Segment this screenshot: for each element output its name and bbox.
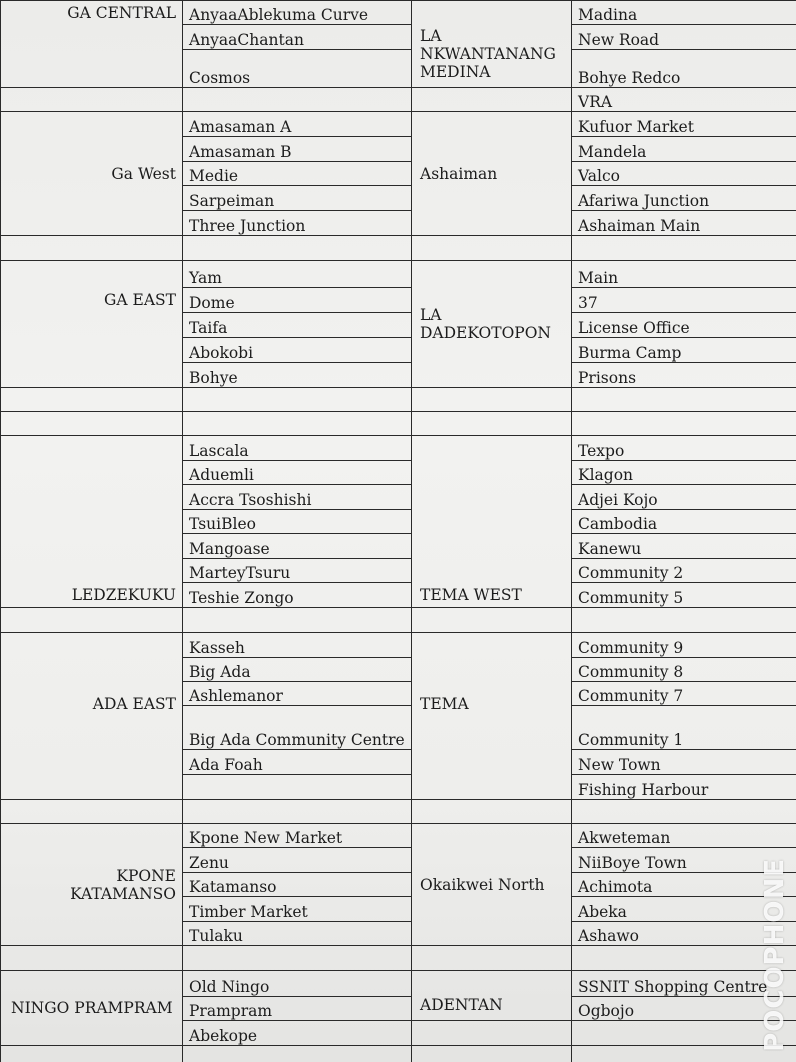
empty-cell [183,946,412,971]
district-name: LA NKWANTANANG MEDINA [412,1,572,88]
station-name: Zenu [183,848,412,873]
station-name: Fishing Harbour [572,775,796,800]
station-name: Abokobi [183,338,412,363]
district-name: KPONE KATAMANSO [1,824,183,946]
empty-cell [183,1046,412,1062]
station-name: SSNIT Shopping Centre [572,971,796,997]
station-name: Ogbojo [572,997,796,1021]
station-name: Sarpeiman [183,186,412,211]
station-name: Abeka [572,897,796,922]
empty-cell [1,412,183,436]
empty-cell [183,236,412,261]
station-name: Kanewu [572,534,796,559]
station-name: AnyaaAblekuma Curve [183,1,412,25]
station-name: Aduemli [183,461,412,485]
empty-cell [1,608,183,633]
station-name: Mandela [572,137,796,162]
station-name: AnyaaChantan [183,25,412,50]
empty-cell [572,800,796,824]
station-name: Burma Camp [572,338,796,363]
district-name: GA EAST [1,261,183,388]
station-name: Ada Foah [183,750,412,775]
station-name: Kufuor Market [572,112,796,137]
station-name: NiiBoye Town [572,848,796,873]
table-row [1,946,796,971]
station-name: Amasaman A [183,112,412,137]
station-name: New Town [572,750,796,775]
empty-cell [183,800,412,824]
station-name: Community 9 [572,633,796,658]
station-name: Big Ada [183,658,412,682]
station-name: Big Ada Community Centre [183,706,412,750]
station-name: Bohye [183,363,412,388]
station-name: Madina [572,1,796,25]
station-name: TsuiBleo [183,510,412,534]
station-name: Ashaiman Main [572,211,796,236]
district-name: LA DADEKOTOPON [412,261,572,388]
station-name: Ashlemanor [183,682,412,706]
station-name: Timber Market [183,897,412,922]
district-name: Ga West [1,112,183,236]
table-row [1,800,796,824]
station-name: Prisons [572,363,796,388]
station-name: Ashawo [572,922,796,946]
station-name: Accra Tsoshishi [183,485,412,510]
empty-cell [1,388,183,412]
station-name: Lascala [183,436,412,461]
district-name: Okaikwei North [412,824,572,946]
station-name: Dome [183,288,412,313]
table-row [1,436,796,461]
station-name: Prampram [183,997,412,1021]
station-name: Katamanso [183,873,412,897]
district-name: NINGO PRAMPRAM [1,971,183,1046]
empty-cell [1,88,183,112]
empty-cell [1,946,183,971]
district-name: LEDZEKUKU [1,436,183,608]
empty-cell [572,608,796,633]
station-name: Texpo [572,436,796,461]
camera-watermark: POCOPHONE [760,858,790,1052]
station-name: Community 8 [572,658,796,682]
empty-cell [572,236,796,261]
table-row [1,112,796,137]
table-row [1,608,796,633]
station-name: Community 5 [572,583,796,608]
empty-cell [412,946,572,971]
district-name: TEMA [412,633,572,800]
empty-cell [412,1046,572,1062]
station-name: Klagon [572,461,796,485]
station-name: Adjei Kojo [572,485,796,510]
table-row [1,412,796,436]
empty-cell [572,412,796,436]
station-name: Kpone New Market [183,824,412,848]
table-row [1,971,796,997]
table-row [1,88,796,112]
empty-cell [412,800,572,824]
district-name: GA CENTRAL [1,1,183,88]
empty-cell [183,608,412,633]
station-name: Akweteman [572,824,796,848]
station-name: Mangoase [183,534,412,559]
station-name: New Road [572,25,796,50]
empty-cell [412,88,572,112]
station-name: Tulaku [183,922,412,946]
station-name: Abekope [183,1021,412,1046]
empty-cell [183,412,412,436]
empty-cell [412,412,572,436]
table-row [1,388,796,412]
table-row [1,633,796,658]
station-name: Bohye Redco [572,50,796,88]
station-name: Old Ningo [183,971,412,997]
empty-cell [183,388,412,412]
empty-cell [1,236,183,261]
station-name: Three Junction [183,211,412,236]
station-name: License Office [572,313,796,338]
station-name: Cambodia [572,510,796,534]
station-name: Afariwa Junction [572,186,796,211]
station-name: Amasaman B [183,137,412,162]
empty-cell [412,1021,572,1046]
station-name: 37 [572,288,796,313]
table-row [1,824,796,848]
table-row [1,261,796,288]
empty-cell [1,1046,183,1062]
district-name: TEMA WEST [412,436,572,608]
station-name: MarteyTsuru [183,559,412,583]
empty-cell [572,388,796,412]
station-name: Valco [572,162,796,186]
district-name: ADENTAN [412,971,572,1021]
station-name: Main [572,261,796,288]
empty-cell [183,775,412,800]
empty-cell [412,236,572,261]
station-name: Yam [183,261,412,288]
station-name: Achimota [572,873,796,897]
station-name: Community 7 [572,682,796,706]
station-name: Taifa [183,313,412,338]
table-row [1,1046,796,1062]
empty-cell [412,608,572,633]
district-name: ADA EAST [1,633,183,800]
empty-cell [412,388,572,412]
station-name: Cosmos [183,50,412,88]
station-name: Medie [183,162,412,186]
station-name: Community 1 [572,706,796,750]
station-name: Community 2 [572,559,796,583]
empty-cell [183,88,412,112]
station-name: Kasseh [183,633,412,658]
station-name: Teshie Zongo [183,583,412,608]
table-row [1,236,796,261]
station-name: VRA [572,88,796,112]
table-row [1,1,796,25]
district-name: Ashaiman [412,112,572,236]
empty-cell [1,800,183,824]
